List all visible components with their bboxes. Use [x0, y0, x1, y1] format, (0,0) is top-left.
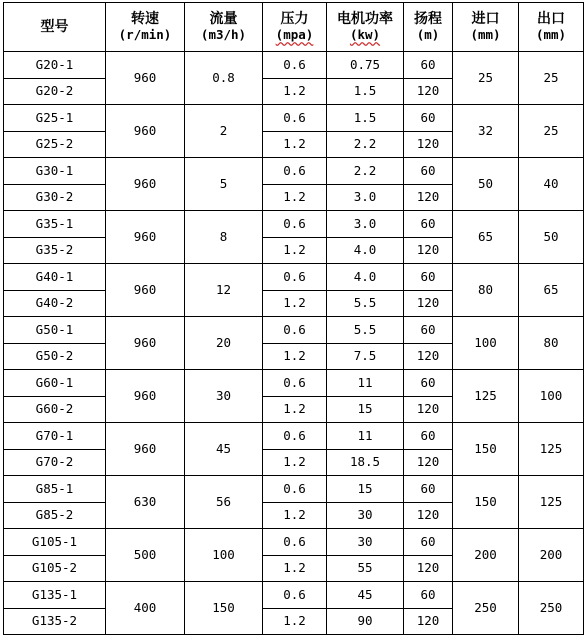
table-row	[4, 264, 584, 291]
inlet-cell: 125	[453, 370, 519, 423]
power-cell: 4.0	[327, 264, 404, 291]
power-cell: 90	[327, 608, 404, 635]
pressure-cell: 0.6	[263, 476, 327, 503]
head-cell: 60	[404, 317, 453, 344]
power-cell: 3.0	[327, 211, 404, 238]
outlet-cell: 50	[519, 211, 584, 264]
head-cell: 120	[404, 343, 453, 370]
model-cell: G50-2	[4, 343, 106, 370]
header-head-unit: (m)	[416, 27, 440, 42]
head-cell: 120	[404, 396, 453, 423]
speed-cell: 400	[106, 582, 185, 635]
head-cell: 60	[404, 158, 453, 185]
speed-cell: 500	[106, 529, 185, 582]
pressure-cell: 1.2	[263, 78, 327, 105]
model-cell: G105-2	[4, 555, 106, 582]
table-row	[4, 476, 584, 503]
inlet-cell: 250	[453, 582, 519, 635]
inlet-cell: 150	[453, 423, 519, 476]
header-model: 型号	[4, 3, 106, 52]
head-cell: 60	[404, 423, 453, 450]
model-cell: G40-1	[4, 264, 106, 291]
flow-cell: 12	[185, 264, 263, 317]
power-cell: 0.75	[327, 52, 404, 79]
pressure-cell: 1.2	[263, 608, 327, 635]
inlet-cell: 25	[453, 52, 519, 105]
table-row	[4, 105, 584, 132]
head-cell: 120	[404, 449, 453, 476]
head-cell: 60	[404, 476, 453, 503]
head-cell: 60	[404, 582, 453, 609]
outlet-cell: 125	[519, 423, 584, 476]
model-cell: G30-2	[4, 184, 106, 211]
pressure-cell: 1.2	[263, 343, 327, 370]
model-cell: G40-2	[4, 290, 106, 317]
power-cell: 30	[327, 529, 404, 556]
power-cell: 11	[327, 423, 404, 450]
head-cell: 60	[404, 370, 453, 397]
flow-cell: 8	[185, 211, 263, 264]
head-cell: 60	[404, 529, 453, 556]
head-cell: 120	[404, 78, 453, 105]
model-cell: G70-2	[4, 449, 106, 476]
table-row	[4, 423, 584, 450]
outlet-cell: 125	[519, 476, 584, 529]
model-cell: G85-1	[4, 476, 106, 503]
model-cell: G25-2	[4, 131, 106, 158]
pressure-cell: 0.6	[263, 158, 327, 185]
pressure-cell: 0.6	[263, 264, 327, 291]
outlet-cell: 25	[519, 105, 584, 158]
header-head: 扬程 (m)	[404, 3, 453, 52]
flow-cell: 30	[185, 370, 263, 423]
header-power-unit: (kw)	[349, 27, 381, 42]
head-cell: 60	[404, 52, 453, 79]
model-cell: G60-1	[4, 370, 106, 397]
inlet-cell: 32	[453, 105, 519, 158]
table-row	[4, 582, 584, 609]
power-cell: 55	[327, 555, 404, 582]
model-cell: G70-1	[4, 423, 106, 450]
model-cell: G135-1	[4, 582, 106, 609]
power-cell: 5.5	[327, 290, 404, 317]
pump-spec-table	[3, 2, 584, 635]
pressure-cell: 1.2	[263, 555, 327, 582]
outlet-cell: 80	[519, 317, 584, 370]
power-cell: 1.5	[327, 105, 404, 132]
header-inlet-unit: (mm)	[470, 27, 501, 42]
outlet-cell: 40	[519, 158, 584, 211]
table-row	[4, 211, 584, 238]
speed-cell: 960	[106, 52, 185, 105]
pressure-cell: 0.6	[263, 582, 327, 609]
flow-cell: 20	[185, 317, 263, 370]
power-cell: 15	[327, 396, 404, 423]
inlet-cell: 80	[453, 264, 519, 317]
speed-cell: 960	[106, 317, 185, 370]
model-cell: G85-2	[4, 502, 106, 529]
flow-cell: 45	[185, 423, 263, 476]
header-flow-unit: (m3/h)	[200, 27, 247, 42]
header-inlet: 进口 (mm)	[453, 3, 519, 52]
head-cell: 120	[404, 502, 453, 529]
power-cell: 18.5	[327, 449, 404, 476]
outlet-cell: 100	[519, 370, 584, 423]
power-cell: 45	[327, 582, 404, 609]
table-row	[4, 52, 584, 79]
power-cell: 5.5	[327, 317, 404, 344]
power-cell: 30	[327, 502, 404, 529]
outlet-cell: 200	[519, 529, 584, 582]
table-body	[4, 52, 584, 635]
speed-cell: 960	[106, 264, 185, 317]
speed-cell: 630	[106, 476, 185, 529]
pressure-cell: 0.6	[263, 529, 327, 556]
header-power: 电机功率 (kw)	[327, 3, 404, 52]
speed-cell: 960	[106, 370, 185, 423]
inlet-cell: 100	[453, 317, 519, 370]
table-row	[4, 370, 584, 397]
power-cell: 1.5	[327, 78, 404, 105]
model-cell: G50-1	[4, 317, 106, 344]
outlet-cell: 250	[519, 582, 584, 635]
head-cell: 120	[404, 131, 453, 158]
model-cell: G60-2	[4, 396, 106, 423]
head-cell: 120	[404, 184, 453, 211]
header-pressure-unit: (mpa)	[275, 27, 314, 42]
head-cell: 120	[404, 290, 453, 317]
head-cell: 60	[404, 211, 453, 238]
pressure-cell: 0.6	[263, 423, 327, 450]
head-cell: 120	[404, 237, 453, 264]
power-cell: 2.2	[327, 158, 404, 185]
pressure-cell: 1.2	[263, 184, 327, 211]
power-cell: 7.5	[327, 343, 404, 370]
pressure-cell: 0.6	[263, 105, 327, 132]
model-cell: G105-1	[4, 529, 106, 556]
head-cell: 60	[404, 105, 453, 132]
head-cell: 120	[404, 608, 453, 635]
pressure-cell: 1.2	[263, 502, 327, 529]
table-row	[4, 529, 584, 556]
flow-cell: 150	[185, 582, 263, 635]
model-cell: G30-1	[4, 158, 106, 185]
speed-cell: 960	[106, 211, 185, 264]
inlet-cell: 65	[453, 211, 519, 264]
table-header	[4, 3, 584, 52]
speed-cell: 960	[106, 158, 185, 211]
head-cell: 60	[404, 264, 453, 291]
model-cell: G35-2	[4, 237, 106, 264]
model-cell: G135-2	[4, 608, 106, 635]
head-cell: 120	[404, 555, 453, 582]
header-speed-unit: (r/min)	[118, 27, 172, 42]
outlet-cell: 25	[519, 52, 584, 105]
outlet-cell: 65	[519, 264, 584, 317]
flow-cell: 56	[185, 476, 263, 529]
table-row	[4, 317, 584, 344]
pressure-cell: 0.6	[263, 317, 327, 344]
pressure-cell: 1.2	[263, 449, 327, 476]
inlet-cell: 50	[453, 158, 519, 211]
power-cell: 3.0	[327, 184, 404, 211]
pressure-cell: 1.2	[263, 396, 327, 423]
model-cell: G20-2	[4, 78, 106, 105]
inlet-cell: 200	[453, 529, 519, 582]
pressure-cell: 1.2	[263, 290, 327, 317]
power-cell: 4.0	[327, 237, 404, 264]
inlet-cell: 150	[453, 476, 519, 529]
header-outlet: 出口 (mm)	[519, 3, 584, 52]
model-cell: G25-1	[4, 105, 106, 132]
pressure-cell: 0.6	[263, 211, 327, 238]
header-flow: 流量 (m3/h)	[185, 3, 263, 52]
power-cell: 11	[327, 370, 404, 397]
pressure-cell: 1.2	[263, 237, 327, 264]
pressure-cell: 1.2	[263, 131, 327, 158]
header-pressure: 压力 (mpa)	[263, 3, 327, 52]
power-cell: 2.2	[327, 131, 404, 158]
header-outlet-unit: (mm)	[535, 27, 567, 42]
flow-cell: 5	[185, 158, 263, 211]
header-speed: 转速 (r/min)	[106, 3, 185, 52]
header-row	[4, 3, 584, 52]
flow-cell: 100	[185, 529, 263, 582]
flow-cell: 0.8	[185, 52, 263, 105]
model-cell: G35-1	[4, 211, 106, 238]
speed-cell: 960	[106, 105, 185, 158]
flow-cell: 2	[185, 105, 263, 158]
power-cell: 15	[327, 476, 404, 503]
speed-cell: 960	[106, 423, 185, 476]
pressure-cell: 0.6	[263, 52, 327, 79]
model-cell: G20-1	[4, 52, 106, 79]
pressure-cell: 0.6	[263, 370, 327, 397]
table-row	[4, 158, 584, 185]
